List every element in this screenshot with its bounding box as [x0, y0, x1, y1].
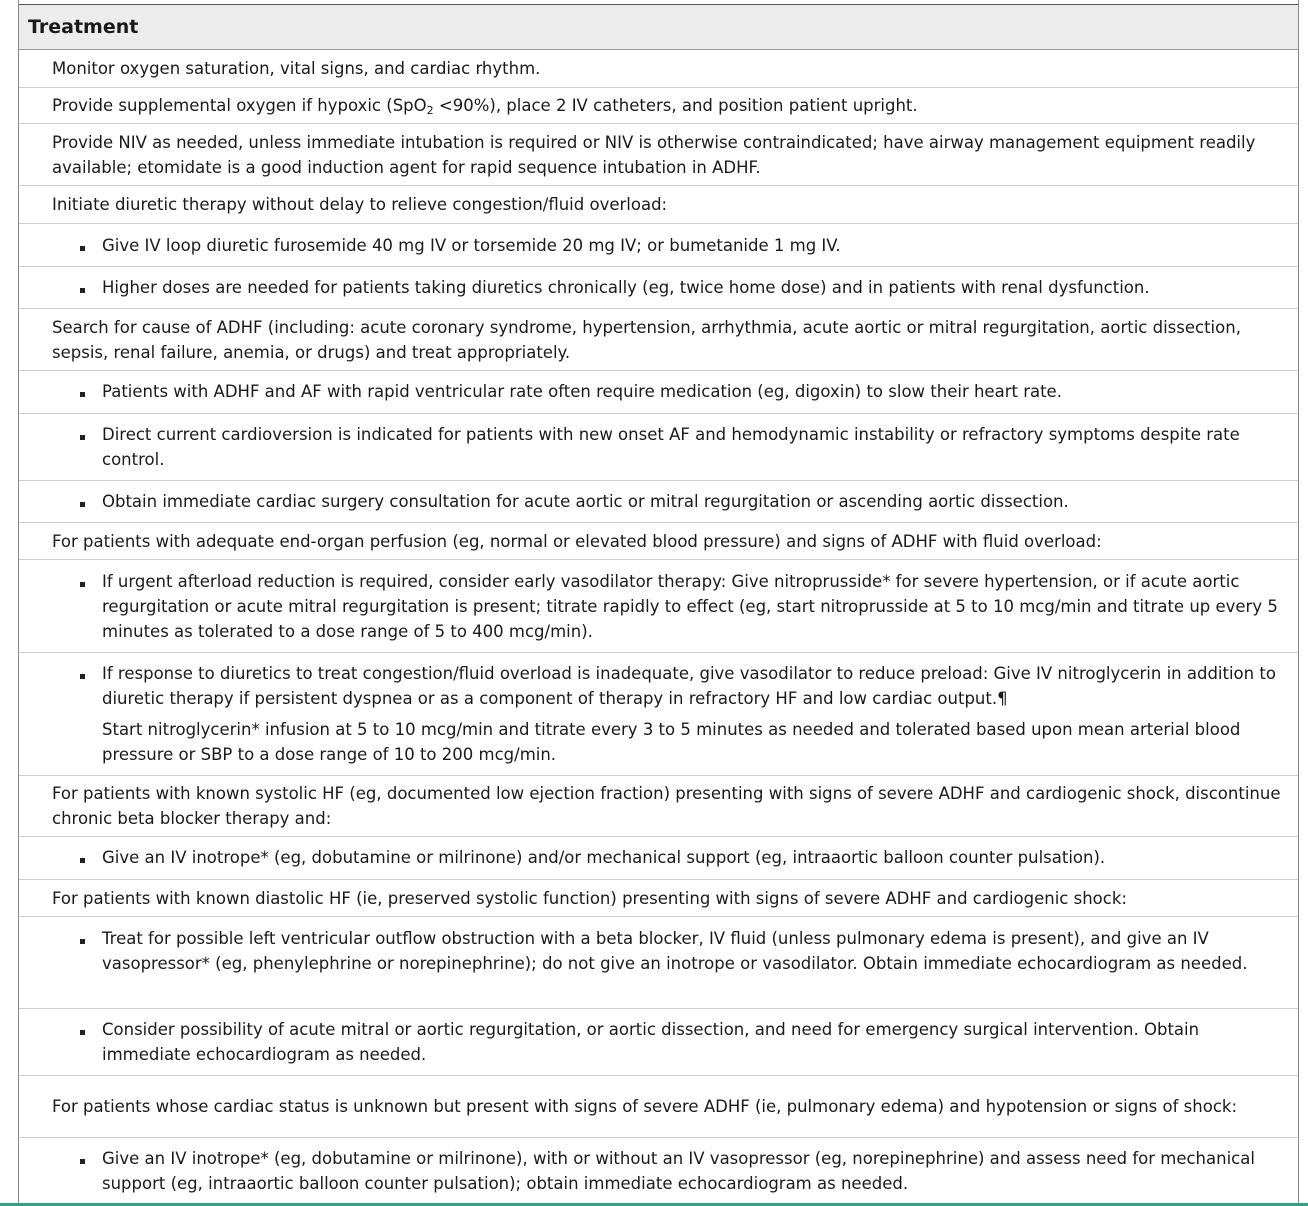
table-row	[19, 267, 1298, 309]
bullet-icon	[80, 845, 102, 870]
row-text: For patients with known systolic HF (eg, documented low ejection fraction) presenting with signs of severe ADHF and cardiogenic shock, discontinue chronic beta blocker therapy and:	[52, 784, 1281, 828]
row-text: Initiate diuretic therapy without delay to relieve congestion/fluid overload:	[52, 195, 668, 214]
row-text	[52, 93, 1284, 118]
row-text: Treat for possible left ventricular outflow obstruction with a beta blocker, IV fluid (unless pulmonary edema is present), and give an IV vasopressor* (eg, phenylephrine or norepinephrine); do not give an inotrope or vasodilator. Obtain immediate echocardiogram as needed.	[102, 929, 1248, 973]
row-text: Monitor oxygen saturation, vital signs, and cardiac rhythm.	[52, 59, 541, 78]
table-row	[19, 1138, 1298, 1204]
table-row	[19, 523, 1298, 560]
bullet-icon	[80, 661, 102, 686]
table-row	[19, 837, 1298, 880]
row-text: Provide NIV as needed, unless immediate intubation is required or NIV is otherwise contraindicated; have airway management equipment readily available; etomidate is a good induction agent for rapid sequence intubation in ADHF.	[52, 132, 1256, 177]
row-text: For patients with known diastolic HF (ie, preserved systolic function) presenting with signs of severe ADHF and cardiogenic shock:	[52, 888, 1127, 908]
row-paragraph: Start nitroglycerin* infusion at 5 to 10 mcg/min and titrate every 3 to 5 minutes as needed and tolerated based upon mean arterial blood pressure or SBP to a dose range of 10 to 200 mcg/min.	[102, 720, 1241, 764]
table-header	[19, 4, 1298, 50]
row-text-pre: Provide supplemental oxygen if hypoxic (SpO	[52, 96, 427, 115]
table-row	[19, 1076, 1298, 1138]
header-title: Treatment	[28, 16, 139, 38]
row-text: If urgent afterload reduction is required, consider early vasodilator therapy: Give nitroprusside* for severe hypertension, or if acute aortic regurgitation or acute mitral regurgitation is present; titrate rapidly to effect (eg, start nitroprusside at 5 to 10 mcg/min and titrate up every 5 minutes as tolerated to a dose range of 5 to 400 mcg/min).	[102, 572, 1278, 641]
bullet-icon	[80, 489, 102, 514]
row-text: Give an IV inotrope* (eg, dobutamine or milrinone) and/or mechanical support (eg, intraaortic balloon counter pulsation).	[102, 848, 1106, 867]
table-row	[19, 224, 1298, 267]
table-row	[19, 917, 1298, 1009]
table-row	[19, 124, 1298, 186]
table-row	[19, 186, 1298, 224]
row-text: Give IV loop diuretic furosemide 40 mg IV or torsemide 20 mg IV; or bumetanide 1 mg IV.	[102, 236, 841, 255]
bullet-icon	[80, 926, 102, 951]
row-text: Obtain immediate cardiac surgery consultation for acute aortic or mitral regurgitation or ascending aortic dissection.	[102, 492, 1069, 511]
table-row	[19, 371, 1298, 414]
table-row	[19, 776, 1298, 837]
row-text: Direct current cardioversion is indicated for patients with new onset AF and hemodynamic instability or refractory symptoms despite rate control.	[102, 425, 1240, 469]
row-text: Give an IV inotrope* (eg, dobutamine or milrinone), with or without an IV vasopressor (eg, norepinephrine) and assess need for mechanical support (eg, intraaortic balloon counter pulsation); obtain immediate echocardiogram as needed.	[102, 1149, 1255, 1193]
table-row	[19, 880, 1298, 917]
table-row	[19, 560, 1298, 653]
table-row	[19, 1009, 1298, 1076]
row-text: For patients whose cardiac status is unknown but present with signs of severe ADHF (ie, pulmonary edema) and hypotension or signs of shock:	[52, 1097, 1238, 1116]
table-row	[19, 309, 1298, 371]
bullet-icon	[80, 569, 102, 594]
bullet-icon	[80, 233, 102, 258]
row-text: For patients with adequate end-organ perfusion (eg, normal or elevated blood pressure) and signs of ADHF with fluid overload:	[52, 531, 1102, 551]
treatment-table	[18, 4, 1299, 1204]
subscript: 2	[426, 104, 434, 117]
row-paragraph: If response to diuretics to treat congestion/fluid overload is inadequate, give vasodilator to reduce preload: Give IV nitroglycerin in addition to diuretic therapy if persistent dyspnea or as a component of therapy in refractory HF and low cardiac output.¶	[102, 664, 1276, 708]
row-text	[102, 661, 1286, 767]
table-row	[19, 414, 1298, 481]
table-row	[19, 88, 1298, 124]
row-text-post: <90%), place 2 IV catheters, and position patient upright.	[433, 96, 918, 115]
table-row	[19, 481, 1298, 523]
bullet-icon	[80, 1146, 102, 1171]
row-text: Search for cause of ADHF (including: acute coronary syndrome, hypertension, arrhythmia, acute aortic or mitral regurgitation, aortic dissection, sepsis, renal failure, anemia, or drugs) and treat appropriately.	[52, 317, 1241, 362]
bullet-icon	[80, 422, 102, 447]
table-row	[19, 50, 1298, 88]
bullet-icon	[80, 379, 102, 404]
bullet-icon	[80, 1017, 102, 1042]
table-row	[19, 653, 1298, 776]
row-text: Patients with ADHF and AF with rapid ventricular rate often require medication (eg, digoxin) to slow their heart rate.	[102, 382, 1062, 401]
bullet-icon	[80, 275, 102, 300]
row-text: Consider possibility of acute mitral or aortic regurgitation, or aortic dissection, and need for emergency surgical intervention. Obtain immediate echocardiogram as needed.	[102, 1020, 1200, 1064]
row-text: Higher doses are needed for patients taking diuretics chronically (eg, twice home dose) and in patients with renal dysfunction.	[102, 278, 1150, 297]
